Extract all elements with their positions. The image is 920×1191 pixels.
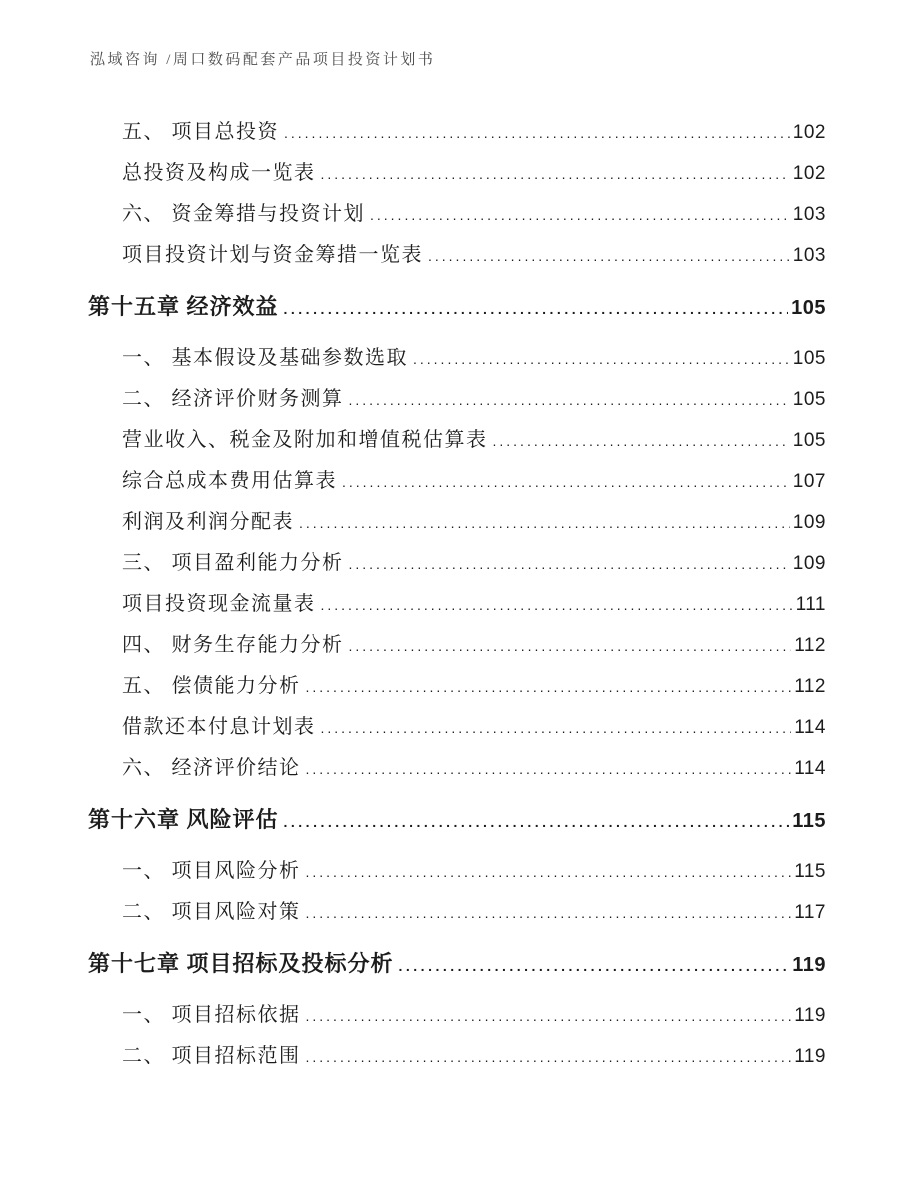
toc-entry-page: 107 xyxy=(792,471,826,492)
toc-entry-page: 105 xyxy=(792,389,826,410)
toc-entry[interactable] xyxy=(88,584,826,625)
toc-entry-page: 105 xyxy=(792,430,826,451)
toc-entry[interactable] xyxy=(88,338,826,379)
toc-entry[interactable] xyxy=(88,461,826,502)
dot-leader xyxy=(342,461,790,503)
toc-entry-page: 112 xyxy=(794,635,826,656)
toc-entry[interactable] xyxy=(88,707,826,748)
toc-entry-label: 四、 财务生存能力分析 xyxy=(122,634,344,656)
toc-entry[interactable] xyxy=(88,420,826,461)
dot-leader xyxy=(321,707,792,749)
toc-entry[interactable] xyxy=(88,666,826,707)
toc-entry-page: 105 xyxy=(792,348,826,369)
toc-entry-label: 二、 项目风险对策 xyxy=(122,901,301,923)
toc-entry-page: 117 xyxy=(794,902,826,923)
toc-entry-label: 第十六章 风险评估 xyxy=(88,807,279,832)
toc-entry-label: 一、 项目风险分析 xyxy=(122,860,301,882)
toc-entry-page: 119 xyxy=(792,954,826,976)
dot-leader xyxy=(321,584,793,626)
toc-entry-page: 114 xyxy=(794,758,826,779)
header-text: 泓域咨询 /周口数码配套产品项目投资计划书 xyxy=(90,52,436,68)
toc-entry[interactable] xyxy=(88,194,826,235)
dot-leader xyxy=(399,941,790,989)
toc-entry-label: 利润及利润分配表 xyxy=(122,511,294,533)
toc-entry-label: 第十五章 经济效益 xyxy=(88,294,279,319)
toc-entry-label: 五、 项目总投资 xyxy=(122,121,279,143)
toc-entry-page: 112 xyxy=(794,676,826,697)
toc-entry-label: 六、 经济评价结论 xyxy=(122,757,301,779)
toc-entry-label: 第十七章 项目招标及投标分析 xyxy=(88,951,394,976)
dot-leader xyxy=(349,543,790,585)
toc-entry[interactable] xyxy=(88,153,826,194)
toc-entry[interactable] xyxy=(88,851,826,892)
toc-entry-page: 111 xyxy=(795,594,826,615)
toc-entry-label: 五、 偿债能力分析 xyxy=(122,675,301,697)
dot-leader xyxy=(306,892,792,934)
toc-entry-label: 综合总成本费用估算表 xyxy=(122,470,337,492)
dot-leader xyxy=(306,1036,792,1078)
dot-leader xyxy=(413,338,790,380)
toc-entry-label: 一、 项目招标依据 xyxy=(122,1004,301,1026)
toc-entry[interactable] xyxy=(88,892,826,933)
toc-entry[interactable] xyxy=(88,1036,826,1077)
toc-entry-page: 105 xyxy=(791,297,826,319)
toc-entry-label: 二、 项目招标范围 xyxy=(122,1045,301,1067)
toc-entry-page: 109 xyxy=(792,512,826,533)
toc-entry[interactable] xyxy=(88,502,826,543)
toc-entry[interactable] xyxy=(88,379,826,420)
dot-leader xyxy=(493,420,790,462)
toc-entry-page: 114 xyxy=(794,717,826,738)
dot-leader xyxy=(370,194,790,236)
toc-entry-page: 119 xyxy=(794,1005,826,1026)
dot-leader xyxy=(349,625,792,667)
toc-entry-page: 102 xyxy=(792,122,826,143)
toc-entry[interactable] xyxy=(88,625,826,666)
dot-leader xyxy=(284,284,789,332)
dot-leader xyxy=(284,797,790,845)
toc-entry[interactable] xyxy=(88,112,826,153)
toc-entry-label: 三、 项目盈利能力分析 xyxy=(122,552,344,574)
toc-entry-label: 二、 经济评价财务测算 xyxy=(122,388,344,410)
toc-entry-label: 项目投资现金流量表 xyxy=(122,593,316,615)
toc-entry-page: 102 xyxy=(792,163,826,184)
dot-leader xyxy=(299,502,790,544)
toc-entry-page: 115 xyxy=(792,810,826,832)
dot-leader xyxy=(321,153,790,195)
toc-entry-page: 119 xyxy=(794,1046,826,1067)
dot-leader xyxy=(306,748,792,790)
dot-leader xyxy=(306,995,792,1037)
dot-leader xyxy=(428,235,790,277)
toc-entry[interactable] xyxy=(88,235,826,276)
toc-entry-page: 103 xyxy=(792,204,826,225)
dot-leader xyxy=(306,851,792,893)
document-header xyxy=(90,51,435,69)
dot-leader xyxy=(349,379,790,421)
toc-entry-label: 营业收入、税金及附加和增值税估算表 xyxy=(122,429,488,451)
toc-entry[interactable] xyxy=(88,284,826,330)
toc-entry-label: 借款还本付息计划表 xyxy=(122,716,316,738)
toc-entry[interactable] xyxy=(88,797,826,843)
toc-entry[interactable] xyxy=(88,748,826,789)
toc-entry[interactable] xyxy=(88,995,826,1036)
dot-leader xyxy=(284,112,790,154)
toc-entry-page: 115 xyxy=(794,861,826,882)
toc-entry-label: 一、 基本假设及基础参数选取 xyxy=(122,347,408,369)
table-of-contents xyxy=(88,112,826,1077)
dot-leader xyxy=(306,666,792,708)
toc-entry-label: 六、 资金筹措与投资计划 xyxy=(122,203,365,225)
toc-entry-label: 总投资及构成一览表 xyxy=(122,162,316,184)
toc-entry-page: 103 xyxy=(792,245,826,266)
toc-entry[interactable] xyxy=(88,941,826,987)
toc-entry-page: 109 xyxy=(792,553,826,574)
toc-entry[interactable] xyxy=(88,543,826,584)
toc-entry-label: 项目投资计划与资金筹措一览表 xyxy=(122,244,423,266)
